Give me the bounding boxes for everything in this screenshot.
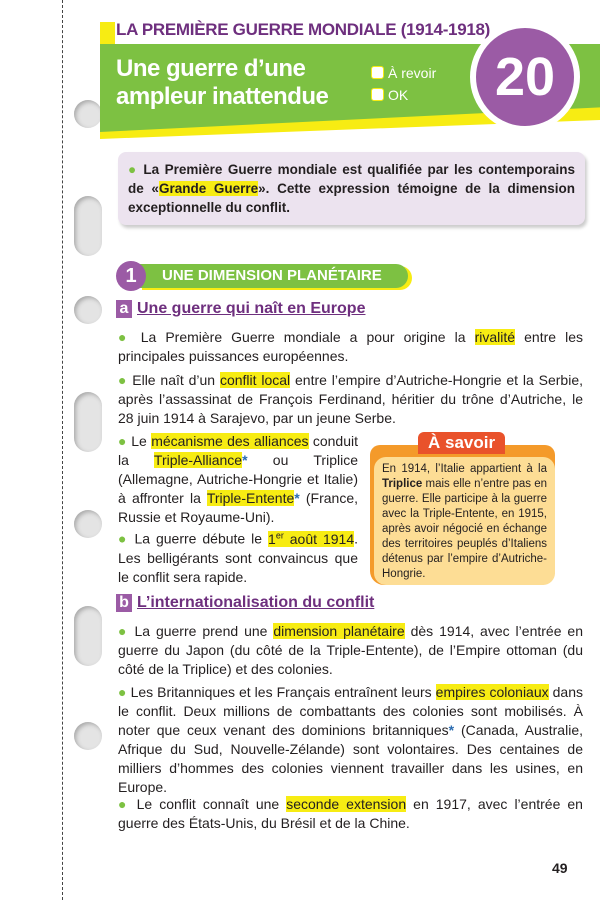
text-run: La guerre prend une — [134, 623, 274, 639]
text-run: Le conflit connaît une — [136, 796, 287, 812]
checkbox-label: À revoir — [388, 65, 437, 81]
paragraph — [118, 795, 583, 833]
text-run: La Première Guerre mondiale est qualifiée par les contemporains de « — [128, 162, 575, 196]
title-line: ampleur inattendue — [116, 83, 329, 110]
binder-hole — [74, 722, 102, 750]
checkbox-icon[interactable] — [371, 66, 384, 79]
binder-hole — [74, 196, 102, 256]
review-checkboxes — [371, 62, 436, 106]
text-run: ». Cette expression témoigne de la dimension exceptionnelle du conflit. — [128, 181, 575, 215]
text-run: (France, Russie et Royaume-Uni). — [118, 490, 358, 525]
binder-hole — [74, 296, 102, 324]
paragraph — [118, 328, 583, 366]
bullet-icon: ● — [118, 684, 131, 700]
paragraph — [118, 683, 583, 797]
subheading-b — [116, 594, 374, 612]
header-accent — [100, 22, 115, 44]
bullet-icon: ● — [118, 329, 141, 345]
bullet-icon: ● — [128, 162, 144, 177]
text-run: Les Britanniques et les Français entraînent leurs — [130, 684, 436, 700]
paragraph — [118, 622, 583, 679]
intro-box — [118, 152, 585, 225]
section-number: 1 — [116, 261, 146, 291]
text-run: La Première Guerre mondiale a pour origine la — [140, 329, 475, 345]
binder-hole — [74, 392, 102, 452]
paragraph — [118, 371, 583, 428]
title-line: Une guerre d’une — [116, 55, 306, 82]
bullet-icon: ● — [118, 796, 137, 812]
text-run: (Canada, Australie, Afrique du Sud, Nouvelle-Zélande) sont volontaires. Des centaines de milliers d’hommes des colonies viennent travailler dans les usines, en Europe. — [118, 722, 583, 795]
text-run: en 1917, avec l’entrée en guerre des États-Unis, du Brésil et de la Chine. — [118, 796, 583, 831]
highlighted-term: empires coloniaux — [435, 684, 549, 700]
text-run: Triplice — [382, 478, 423, 490]
page-title — [116, 55, 328, 111]
chapter-number: 20 — [470, 22, 580, 132]
subheading-title: L’internationalisation du conflit — [137, 594, 375, 611]
checkbox-ok[interactable] — [371, 84, 436, 106]
bullet-icon: ● — [118, 530, 135, 547]
highlighted-term: Triple-Alliance — [153, 452, 243, 468]
text-run: En 1914, l’Italie appartient à la — [382, 463, 547, 475]
subheading-letter: a — [116, 300, 132, 318]
highlighted-term: mécanisme des alliances — [151, 433, 309, 449]
text-run: dans le conflit. Deux millions de combattants des colonies sont mobilisés. À noter que ceux venant des dominions britanniques — [118, 684, 583, 738]
subheading-a — [116, 300, 365, 318]
text-run: dès 1914, avec l’entrée en guerre du Japon (du côté de la Triple-Entente), de l’Empire ottoman (du côté de la Triplice) et des colonies. — [118, 623, 583, 677]
checkbox-label: OK — [388, 87, 409, 103]
binder-hole — [74, 100, 102, 128]
page-number: 49 — [552, 860, 568, 876]
highlighted-term: 1er août 1914 — [268, 530, 355, 547]
binder-hole — [74, 606, 102, 666]
highlighted-term: seconde extension — [286, 796, 407, 812]
bullet-icon: ● — [118, 372, 133, 388]
text-run: conduit la — [118, 433, 358, 468]
bullet-icon: ● — [118, 623, 135, 639]
highlighted-term: rivalité — [474, 329, 516, 345]
glossary-asterisk[interactable]: * — [294, 490, 300, 506]
text-run: . Les belligérants sont convaincus que le conflit sera rapide. — [118, 530, 358, 585]
text-run: Le — [131, 433, 152, 449]
a-savoir-box — [370, 433, 555, 585]
highlighted-term: Grande Guerre — [158, 181, 259, 196]
glossary-asterisk[interactable]: * — [242, 452, 248, 468]
checkbox-revoir[interactable] — [371, 62, 436, 84]
text-run: mais elle n’entre pas en guerre. Elle participe à la guerre avec la Triple-Entente, en 1915, après avoir négocié en échange des territoires peuplés d’Italiens détenus par l’empire d’Autriche-Hongrie. — [382, 478, 547, 580]
cut-line — [62, 0, 63, 900]
subheading-title: Une guerre qui naît en Europe — [137, 300, 366, 317]
a-savoir-body — [374, 457, 555, 585]
paragraph — [118, 526, 358, 587]
text-run: ou Triplice (Allemagne, Autriche-Hongrie et Italie) à affronter la — [118, 452, 358, 506]
section-title: UNE DIMENSION PLANÉTAIRE — [138, 264, 408, 288]
subheading-letter: b — [116, 594, 132, 612]
binder-hole — [74, 510, 102, 538]
paragraph — [118, 432, 358, 527]
checkbox-icon[interactable] — [371, 88, 384, 101]
glossary-asterisk[interactable]: * — [448, 722, 455, 738]
text-run: Elle naît d’un — [132, 372, 220, 388]
a-savoir-title: À savoir — [418, 432, 505, 454]
bullet-icon: ● — [118, 433, 132, 449]
text-run: entre l’empire d’Autriche-Hongrie et la Serbie, après l’assassinat de François Ferdinand, héritier du trône d’Autriche, le 28 juin 1914 à Sarajevo, par un jeune Serbe. — [118, 372, 583, 426]
highlighted-term: Triple-Entente — [206, 490, 295, 506]
text-run: La guerre débute le — [134, 530, 269, 547]
highlighted-term: conflit local — [219, 372, 291, 388]
text-run: entre les principales puissances européennes. — [118, 329, 583, 364]
chapter-kicker: LA PREMIÈRE GUERRE MONDIALE (1914-1918) — [116, 20, 491, 39]
highlighted-term: dimension planétaire — [273, 623, 405, 639]
